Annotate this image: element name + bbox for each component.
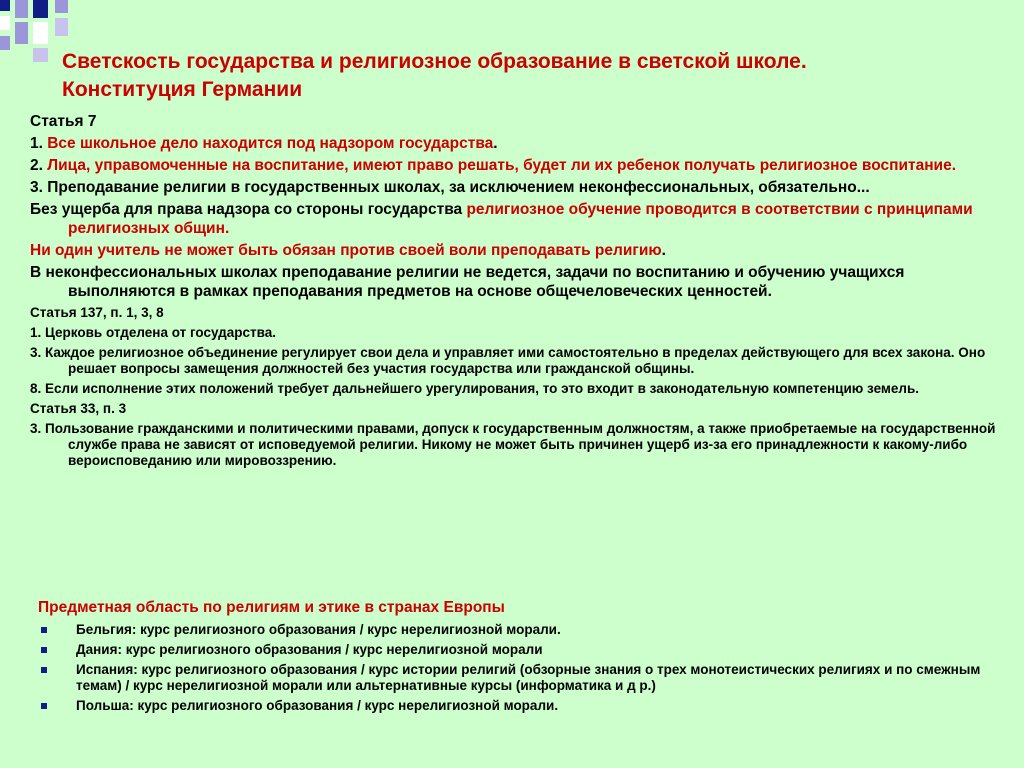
article7-paragraph5	[30, 241, 1005, 260]
list-item-text: Бельгия: курс религиозного образования / курс нерелигиозной морали.	[76, 622, 561, 637]
corner-decoration-square	[0, 16, 10, 30]
slide-title-line1: Светскость государства и религиозное образование в светской школе.	[62, 50, 807, 73]
corner-decoration-square	[33, 0, 48, 18]
square-bullet-icon	[41, 667, 47, 673]
list-item-text: Дания: курс религиозного образования / курс нерелигиозной морали	[76, 642, 543, 657]
square-bullet-icon	[41, 627, 47, 633]
article33-paragraph3: 3. Пользование гражданскими и политическими правами, допуск к государственным должностям, а также приобретаемые на государственной службе права не зависят от исповедуемой религии. Никому не может быть причинен ущерб из-за его принадлежности к какому-либо вероисповеданию или мировоззрению.	[30, 421, 996, 468]
europe-section-heading: Предметная область по религиям и этике в странах Европы	[38, 599, 505, 616]
highlighted-text: Ни один учитель не может быть обязан против своей воли преподавать религию	[30, 242, 662, 259]
slide-body	[30, 112, 1005, 469]
paragraph-end: .	[661, 242, 666, 259]
article7-heading: Статья 7	[30, 113, 97, 130]
list-item	[38, 698, 998, 714]
article137-paragraph3: 3. Каждое религиозное объединение регулирует свои дела и управляет ими самостоятельно в пределах действующего для всех закона. Оно решает вопросы замещения должностей без участия государства или гражданской общины.	[30, 345, 986, 376]
country-list	[38, 622, 998, 714]
article137-heading: Статья 137, п. 1, 3, 8	[30, 305, 164, 320]
article7-paragraph1	[30, 134, 1005, 153]
corner-decoration-square	[15, 22, 28, 44]
article137-paragraph1: 1. Церковь отделена от государства.	[30, 325, 276, 340]
list-item	[38, 642, 998, 658]
highlighted-text: Лица, управомоченные на воспитание, имеют право решать, будет ли их ребенок получать религиозное воспитание.	[47, 157, 957, 174]
article7-paragraph2	[30, 156, 1005, 175]
article137-paragraph8: 8. Если исполнение этих положений требует дальнейшего урегулирования, то это входит в законодательную компетенцию земель.	[30, 381, 920, 396]
square-bullet-icon	[41, 647, 47, 653]
corner-decoration-square	[33, 22, 48, 44]
list-item	[38, 622, 998, 638]
list-item-text: Польша: курс религиозного образования / курс нерелигиозной морали.	[76, 698, 559, 713]
article7-paragraph6: В неконфессиональных школах преподавание религии не ведется, задачи по воспитанию и обучению учащихся выполняются в рамках преподавания предметов на основе общечеловеческих ценностей.	[30, 264, 905, 300]
europe-section	[38, 598, 998, 714]
square-bullet-icon	[41, 703, 47, 709]
highlighted-text: Все школьное дело находится под надзором государства	[47, 135, 494, 152]
slide-title-line2: Конституция Германии	[62, 78, 303, 101]
list-item	[38, 662, 998, 694]
list-item-text: Испания: курс религиозного образования / курс истории религий (обзорные знания о трех монотеистических религиях и по смежным темам) / курс нерелигиозной морали или альтернативные курсы (информатика и д р.)	[76, 662, 981, 693]
corner-decoration-square	[15, 0, 28, 18]
article7-paragraph3: 3. Преподавание религии в государственных школах, за исключением неконфессиональных, обязательно...	[30, 179, 870, 196]
slide-title	[62, 48, 1002, 104]
highlighted-text: религиозное обучение проводится в соответствии с принципами религиозных общин.	[68, 201, 973, 237]
corner-decoration-square	[55, 0, 68, 13]
article7-paragraph4	[30, 200, 1005, 238]
corner-decoration-square	[0, 36, 10, 50]
paragraph-number: 2.	[30, 157, 48, 174]
corner-decoration-square	[55, 18, 68, 36]
paragraph-text: Без ущерба для права надзора со стороны государства	[30, 201, 467, 218]
corner-decoration-square	[33, 48, 48, 62]
paragraph-end: .	[493, 135, 498, 152]
paragraph-number: 1.	[30, 135, 48, 152]
article33-heading: Статья 33, п. 3	[30, 401, 127, 416]
corner-decoration-square	[0, 0, 10, 11]
